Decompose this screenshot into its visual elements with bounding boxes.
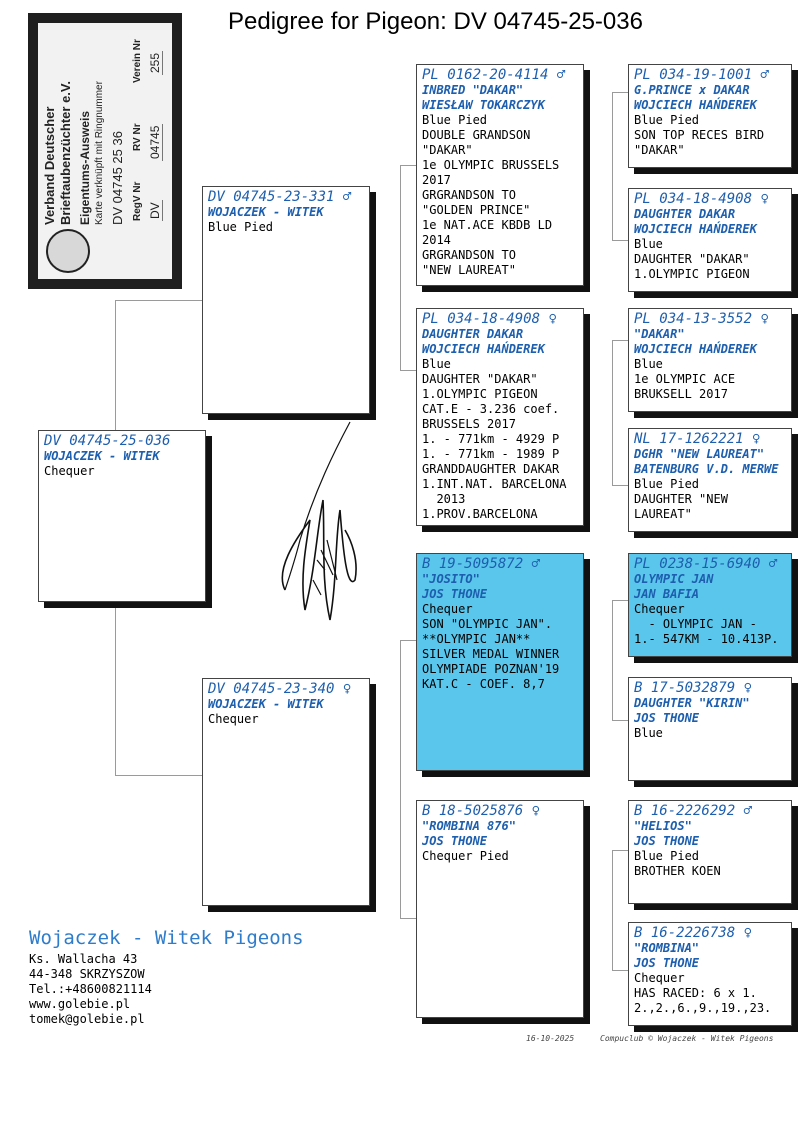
connector-line <box>612 485 628 486</box>
pigeon-header <box>634 926 786 941</box>
connector-line <box>115 602 116 775</box>
connector-line <box>612 850 613 970</box>
male-symbol-icon: ♂ <box>743 803 753 819</box>
connector-line <box>400 165 416 166</box>
pigeon-info-line: GRANDDAUGHTER DAKAR <box>422 462 560 476</box>
female-symbol-icon: ♀ <box>752 431 761 447</box>
card-org-line1: Verband Deutscher <box>42 106 57 225</box>
pigeon-info-line: BRUKSELL 2017 <box>634 387 728 401</box>
pigeon-info-line: 1. - 771km - 1989 P <box>422 447 560 461</box>
pigeon-info-line: Blue Pied <box>422 113 488 127</box>
pigeon-info-line: Chequer <box>634 971 685 985</box>
page-title: Pedigree for Pigeon: DV 04745-25-036 <box>228 8 643 35</box>
pigeon-info-line: Chequer Pied <box>422 849 509 863</box>
address-line: 44-348 SKRZYSZOW <box>29 967 145 981</box>
ring-number: B 16-2226292 <box>634 803 736 819</box>
pigeon-header <box>208 190 364 205</box>
pigeon-info-line: 1.OLYMPIC PIGEON <box>634 267 750 281</box>
ring-number: DV 04745-23-340 <box>208 681 335 697</box>
pigeon-name: DAUGHTER DAKAR <box>634 207 736 221</box>
pigeon-card-ss-dam[interactable] <box>628 188 792 292</box>
pigeon-info-line: "DAKAR" <box>422 143 473 157</box>
pigeon-info-line: Blue Pied <box>208 220 274 234</box>
ring-number: DV 04745-25-036 <box>44 433 171 449</box>
pigeon-breeder: WOJCIECH HAŃDEREK <box>634 222 757 236</box>
pigeon-info-line: Blue Pied <box>634 849 700 863</box>
male-symbol-icon: ♂ <box>760 67 769 83</box>
connector-line <box>612 240 628 241</box>
pigeon-card-subject[interactable] <box>38 430 206 602</box>
connector-line <box>612 600 628 601</box>
pigeon-info-line: CAT.E - 3.236 coef. <box>422 402 560 416</box>
pigeon-name: "ROMBINA" <box>634 941 700 955</box>
pigeon-name: DAUGHTER DAKAR <box>422 327 524 341</box>
female-symbol-icon: ♀ <box>760 311 769 327</box>
pigeon-info-line: Blue <box>634 726 663 740</box>
ring-number: PL 034-18-4908 <box>634 191 753 207</box>
pigeon-info-line: GRGRANDSON TO <box>422 248 516 262</box>
connector-line <box>612 600 613 720</box>
pigeon-info-line: Blue Pied <box>634 113 700 127</box>
pigeon-name: DAUGHTER "KIRIN" <box>634 696 750 710</box>
address-line: Ks. Wallacha 43 <box>29 952 138 966</box>
association-logo-icon <box>46 229 90 273</box>
pigeon-info-line: BROTHER KOEN <box>634 864 721 878</box>
pigeon-info-line: DOUBLE GRANDSON <box>422 128 531 142</box>
pigeon-breeder: JOS THONE <box>422 834 488 848</box>
website-link[interactable]: www.golebie.pl <box>29 997 131 1011</box>
connector-line <box>612 340 613 485</box>
pigeon-info-line: 2017 <box>422 173 451 187</box>
pigeon-card-sire[interactable] <box>202 186 370 414</box>
pigeon-info-line: **OLYMPIC JAN** <box>422 632 531 646</box>
pigeon-info-line: "DAKAR" <box>634 143 685 157</box>
pigeon-info-line: 1e NAT.ACE KBDB LD <box>422 218 553 232</box>
pigeon-card-ds-dam[interactable] <box>628 677 792 781</box>
pigeon-name: OLYMPIC JAN <box>634 572 714 586</box>
connector-line <box>612 850 628 851</box>
pigeon-info-line: OLYMPIADE POZNAN'19 <box>422 662 560 676</box>
card-doc-subtitle: Karte verknüpft mit Ringnummer <box>94 81 105 225</box>
pigeon-header <box>634 681 786 696</box>
pigeon-info-line: 2.,2.,6.,9.,19.,23. <box>634 1001 772 1015</box>
address-line: Tel.:+48600821114 <box>29 982 152 996</box>
pigeon-breeder: JOS THONE <box>634 711 700 725</box>
pigeon-info-line: 1e OLYMPIC BRUSSELS <box>422 158 560 172</box>
pigeon-header <box>422 804 578 819</box>
pigeon-breeder: WOJACZEK - WITEK <box>208 697 324 711</box>
card-col2-label: RV Nr <box>132 123 143 151</box>
ring-number: PL 034-19-1001 <box>634 67 753 83</box>
pigeon-info-line: 1.PROV.BARCELONA <box>422 507 538 521</box>
card-col3-value: 255 <box>148 52 162 73</box>
pigeon-info-line: DAUGHTER "DAKAR" <box>634 252 750 266</box>
pigeon-card-ds-sire[interactable] <box>628 553 792 657</box>
pigeon-card-dam[interactable] <box>202 678 370 906</box>
pigeon-header <box>634 804 786 819</box>
pigeon-info-line: 2014 <box>422 233 451 247</box>
connector-line <box>115 300 205 301</box>
ring-number: B 18-5025876 <box>422 803 524 819</box>
pigeon-card-dd-sire[interactable] <box>628 800 792 904</box>
pigeon-header <box>634 312 786 327</box>
print-date: 16-10-2025 <box>526 1034 575 1043</box>
pigeon-breeder: WOJCIECH HAŃDEREK <box>634 98 757 112</box>
connector-line <box>612 92 628 93</box>
connector-line <box>115 775 205 776</box>
brand-name: Wojaczek - Witek Pigeons <box>29 927 304 949</box>
email-link[interactable]: tomek@golebie.pl <box>29 1012 145 1026</box>
pigeon-name: INBRED "DAKAR" <box>422 83 524 97</box>
pigeon-info-line: Blue <box>634 237 663 251</box>
pigeon-name: G.PRINCE x DAKAR <box>634 83 750 97</box>
pigeon-breeder: JAN BAFIA <box>634 587 700 601</box>
pigeon-header <box>634 192 786 207</box>
pigeon-header <box>422 68 578 83</box>
pigeon-header <box>634 557 786 572</box>
pigeon-card-dam-sire[interactable] <box>416 553 584 771</box>
pigeon-card-ss-sire[interactable] <box>628 64 792 168</box>
pigeon-info-line: GRGRANDSON TO <box>422 188 516 202</box>
pigeon-card-sire-dam[interactable] <box>416 308 584 526</box>
card-ring-number: DV 04745 25 36 <box>110 131 125 225</box>
pigeon-card-dam-dam[interactable] <box>416 800 584 1018</box>
connector-line <box>115 300 116 430</box>
pigeon-info-line: SON TOP RECES BIRD <box>634 128 765 142</box>
ring-number: B 16-2226738 <box>634 925 736 941</box>
female-symbol-icon: ♀ <box>743 680 753 696</box>
pigeon-info-line: 1.- 547KM - 10.413P. <box>634 632 779 646</box>
female-symbol-icon: ♀ <box>548 311 557 327</box>
pigeon-info-line: 1.OLYMPIC PIGEON <box>422 387 538 401</box>
female-symbol-icon: ♀ <box>531 803 541 819</box>
pigeon-info-line: Chequer <box>44 464 95 478</box>
connector-line <box>400 918 416 919</box>
ring-number: DV 04745-23-331 <box>208 189 335 205</box>
pigeon-name: "DAKAR" <box>634 327 685 341</box>
pigeon-info-line: DAUGHTER "NEW <box>634 492 728 506</box>
pigeon-header <box>44 434 200 449</box>
connector-line <box>612 970 628 971</box>
software-credit: Compuclub © Wojaczek - Witek Pigeons <box>600 1034 774 1043</box>
ring-number: PL 034-13-3552 <box>634 311 753 327</box>
pigeon-info-line: Chequer <box>208 712 259 726</box>
pigeon-info-line: Blue Pied <box>634 477 700 491</box>
pigeon-header <box>208 682 364 697</box>
pigeon-card-sd-dam[interactable] <box>628 428 792 532</box>
connector-line <box>612 340 628 341</box>
handwritten-signature <box>255 420 395 640</box>
pigeon-info-line: 1.INT.NAT. BARCELONA <box>422 477 567 491</box>
pigeon-breeder: WOJACZEK - WITEK <box>44 449 160 463</box>
pigeon-name: "ROMBINA 876" <box>422 819 516 833</box>
card-col1-label: RegV Nr <box>132 181 143 221</box>
pigeon-card-dd-dam[interactable] <box>628 922 792 1026</box>
pigeon-info-line: BRUSSELS 2017 <box>422 417 516 431</box>
pigeon-info-line: Blue <box>422 357 451 371</box>
pigeon-header <box>634 68 786 83</box>
pigeon-card-sire-sire[interactable] <box>416 64 584 286</box>
pigeon-info-line: SON "OLYMPIC JAN". <box>422 617 553 631</box>
ring-number: B 19-5095872 <box>422 556 524 572</box>
ring-number: PL 0238-15-6940 <box>634 556 761 572</box>
pigeon-breeder: JOS THONE <box>422 587 488 601</box>
pigeon-info-line: DAUGHTER "DAKAR" <box>422 372 538 386</box>
pigeon-name: DGHR "NEW LAUREAT" <box>634 447 765 461</box>
pigeon-info-line: "NEW LAUREAT" <box>422 263 516 277</box>
pigeon-header <box>634 432 786 447</box>
pigeon-breeder: JOS THONE <box>634 956 700 970</box>
ownership-card <box>28 13 182 289</box>
card-col3-label: Verein Nr <box>132 39 143 83</box>
male-symbol-icon: ♂ <box>342 189 352 205</box>
female-symbol-icon: ♀ <box>342 681 352 697</box>
connector-line <box>400 640 416 641</box>
pigeon-info-line: Chequer <box>634 602 685 616</box>
card-org-line2: Brieftaubenzüchter e.V. <box>58 80 73 225</box>
pigeon-info-line: KAT.C - COEF. 8,7 <box>422 677 545 691</box>
pigeon-breeder: WOJACZEK - WITEK <box>208 205 324 219</box>
male-symbol-icon: ♂ <box>531 556 541 572</box>
pigeon-info-line: LAUREAT" <box>634 507 692 521</box>
male-symbol-icon: ♂ <box>556 67 566 83</box>
female-symbol-icon: ♀ <box>743 925 753 941</box>
ring-number: NL 17-1262221 <box>634 431 744 447</box>
pigeon-card-sd-sire[interactable] <box>628 308 792 412</box>
connector-line <box>612 720 628 721</box>
pigeon-info-line: SILVER MEDAL WINNER <box>422 647 560 661</box>
ring-number: PL 0162-20-4114 <box>422 67 549 83</box>
male-symbol-icon: ♂ <box>768 556 778 572</box>
connector-line <box>612 92 613 240</box>
pigeon-info-line: "GOLDEN PRINCE" <box>422 203 531 217</box>
pigeon-breeder: WIESŁAW TOKARCZYK <box>422 98 545 112</box>
pigeon-info-line: 1. - 771km - 4929 P <box>422 432 560 446</box>
pigeon-name: "JOSITO" <box>422 572 480 586</box>
pigeon-breeder: WOJCIECH HAŃDEREK <box>634 342 757 356</box>
card-col2-value: 04745 <box>148 125 162 159</box>
card-doc-title: Eigentums-Ausweis <box>78 110 92 225</box>
pigeon-header <box>422 312 578 327</box>
pigeon-breeder: BATENBURG V.D. MERWE <box>634 462 779 476</box>
pigeon-info-line: HAS RACED: 6 x 1. <box>634 986 757 1000</box>
connector-line <box>400 370 416 371</box>
card-col1-value: DV <box>148 202 162 219</box>
connector-line <box>400 165 401 370</box>
pigeon-info-line: 2013 <box>422 492 466 506</box>
pigeon-info-line: Chequer <box>422 602 473 616</box>
pigeon-header <box>422 557 578 572</box>
pigeon-info-line: 1e OLYMPIC ACE <box>634 372 736 386</box>
pigeon-name: "HELIOS" <box>634 819 692 833</box>
pigeon-info-line: - OLYMPIC JAN - <box>634 617 757 631</box>
pigeon-breeder: JOS THONE <box>634 834 700 848</box>
pigeon-breeder: WOJCIECH HAŃDEREK <box>422 342 545 356</box>
pigeon-info-line: Blue <box>634 357 663 371</box>
ring-number: B 17-5032879 <box>634 680 736 696</box>
female-symbol-icon: ♀ <box>760 191 769 207</box>
connector-line <box>400 640 401 918</box>
ring-number: PL 034-18-4908 <box>422 311 541 327</box>
